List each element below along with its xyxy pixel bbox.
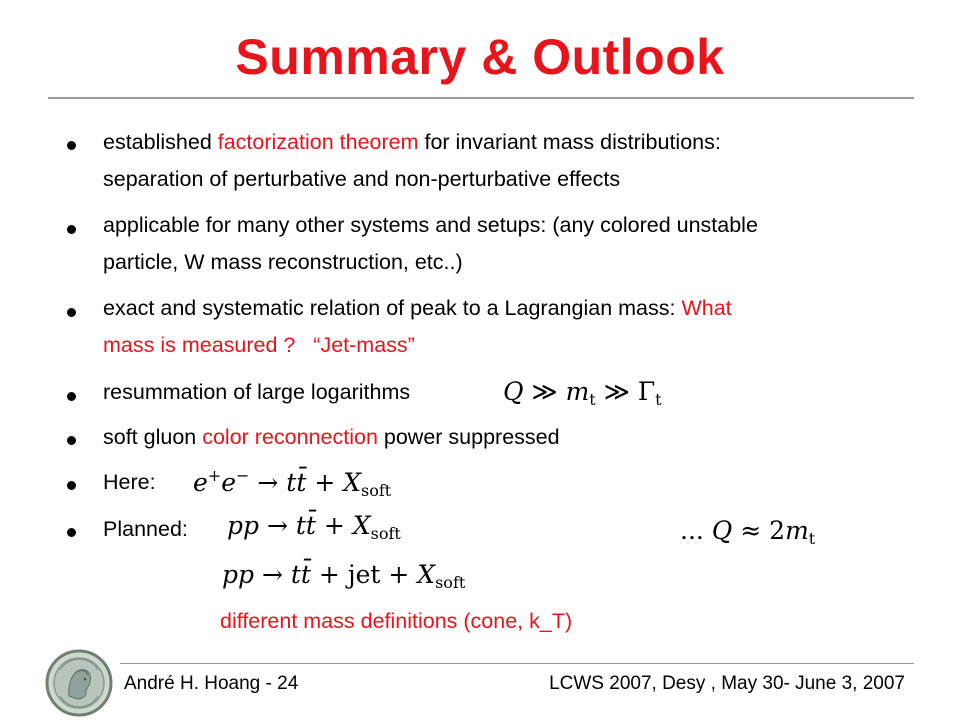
footer-event: LCWS 2007, Desy , May 30- June 3, 2007	[549, 673, 905, 694]
bullet-dot-icon	[67, 436, 76, 445]
bullet-1-highlight: factorization theorem	[217, 130, 419, 154]
bullet-1-text-b: for invariant mass distributions:	[418, 130, 721, 154]
bullet-dot-icon	[67, 141, 76, 150]
hierarchy-formula: Q ≫ $m_t$ ≫ $\Gamma_t$	[503, 377, 662, 409]
footer-divider	[120, 663, 914, 664]
page-title: Summary & Outlook	[235, 29, 725, 85]
institute-seal-icon	[44, 648, 114, 718]
bullet-dot-icon	[67, 481, 76, 490]
bullet-5-highlight: color reconnection	[202, 425, 378, 449]
bullet-2-text-b: particle, W mass reconstruction, etc..)	[103, 250, 463, 274]
bullet-5-text-a: soft gluon	[103, 425, 203, 449]
bullet-item-3	[103, 290, 923, 364]
bullet-dot-icon	[67, 528, 76, 537]
bullet-3-highlight-a: What	[681, 296, 732, 320]
bullet-3-highlight-b: mass is measured ? “Jet-mass”	[103, 333, 415, 357]
bullet-item-2	[103, 207, 923, 281]
bullet-2-text-a: applicable for many other systems and setups: (any colored unstable	[103, 213, 758, 237]
bullet-1-text-c: separation of perturbative and non-perturbative effects	[103, 167, 621, 191]
bullet-item-1	[103, 124, 923, 198]
footer-author: André H. Hoang - 24	[124, 673, 299, 694]
planned-energy-formula: ... $Q \approx 2m_t$	[680, 516, 816, 548]
bullet-7-text: Planned:	[103, 517, 188, 541]
bullet-dot-icon	[67, 225, 76, 234]
bullet-dot-icon	[67, 308, 76, 317]
planned-process-formula-2: pp → tt̄ + jet + $X_{soft}$	[222, 560, 466, 592]
here-process-formula: e+e− → tt̄ + $X_{soft}$	[193, 466, 392, 500]
bullet-dot-icon	[67, 392, 76, 401]
bullet-item-5	[103, 419, 923, 456]
bullet-6-text: Here:	[103, 470, 156, 494]
mass-definitions-note: different mass definitions (cone, k_T)	[220, 609, 573, 633]
planned-process-formula-1: pp → tt̄ + $X_{soft}$	[227, 511, 401, 543]
bullet-4-text: resummation of large logarithms	[103, 380, 411, 404]
bullet-1-text-a: established	[103, 130, 218, 154]
bullet-5-text-b: power suppressed	[377, 425, 560, 449]
bullet-3-text-a: exact and systematic relation of peak to a Lagrangian mass:	[103, 296, 682, 320]
